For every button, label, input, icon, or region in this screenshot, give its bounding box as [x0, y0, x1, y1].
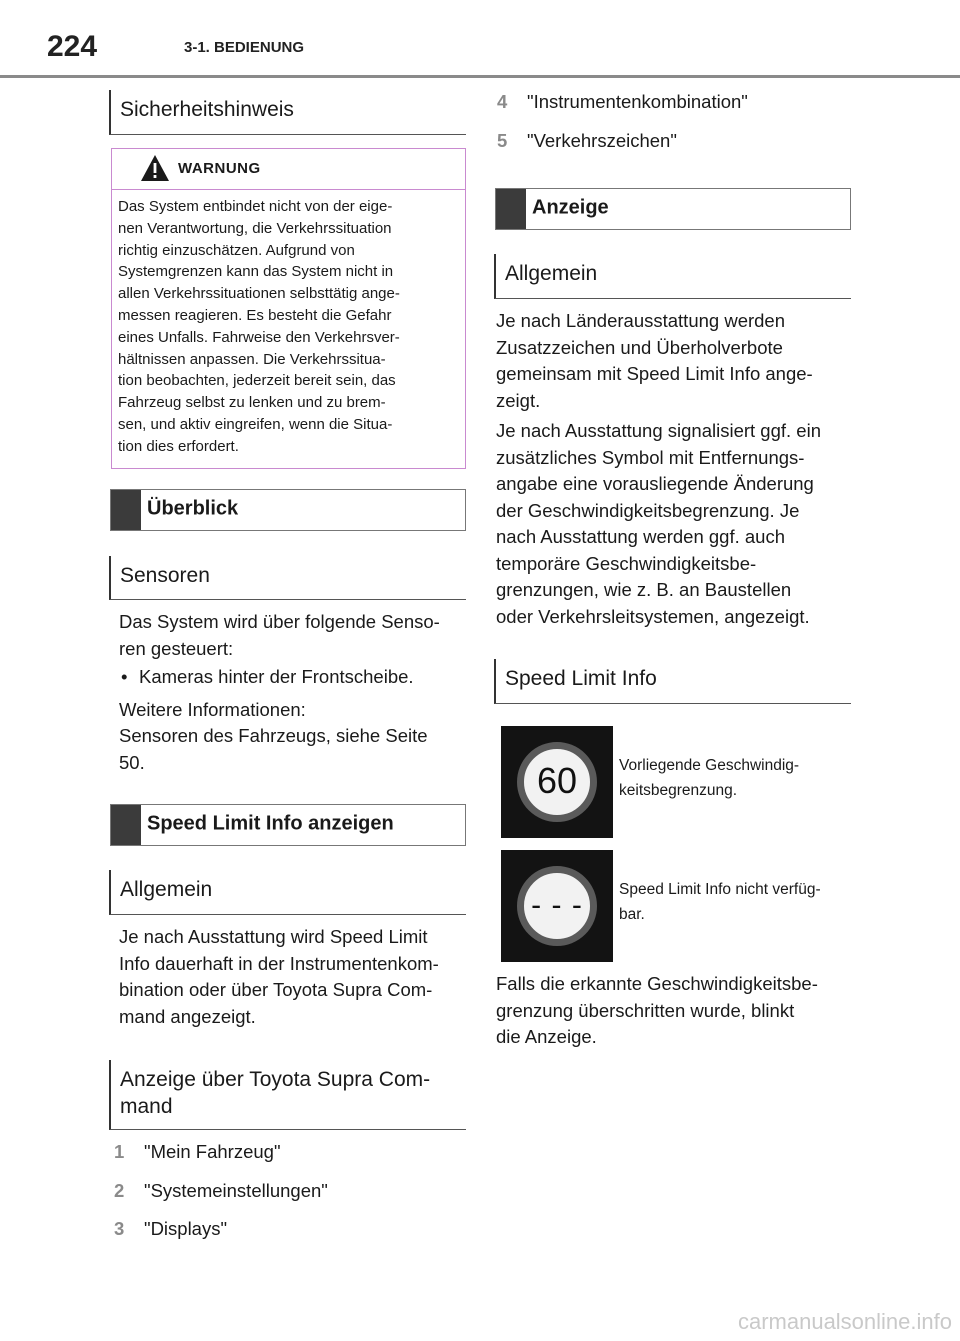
caption-line: bar.: [619, 906, 645, 923]
bullet-text: Kameras hinter der Frontscheibe.: [139, 666, 414, 687]
display-heading-text: Anzeige: [532, 196, 609, 219]
warning-text: [118, 196, 458, 458]
safety-heading-text: Sicherheitshinweis: [120, 98, 294, 121]
text-line: Je nach Ausstattung signalisiert ggf. ein: [496, 420, 821, 441]
command-heading-line: Anzeige über Toyota Supra Com-: [120, 1068, 431, 1091]
text-line: gemeinsam mit Speed Limit Info ange-: [496, 363, 813, 384]
sensors-heading-text: Sensoren: [120, 564, 210, 587]
warning-title-bar: [112, 149, 465, 190]
general-heading-right: [494, 254, 851, 299]
text-line: Falls die erkannte Geschwindigkeitsbe-: [496, 973, 818, 994]
warning-box: [111, 148, 466, 469]
text-line: zeigt.: [496, 389, 541, 411]
text-line: Sensoren des Fahrzeugs, siehe Seite: [119, 725, 428, 746]
warning-label: WARNUNG: [178, 160, 261, 177]
step-number: 3: [114, 1218, 125, 1239]
speed-limit-unavailable-sign: [501, 850, 613, 962]
warning-line: Das System entbindet nicht von der eige-: [118, 198, 393, 215]
warning-triangle-icon: [140, 153, 170, 183]
display-heading: [495, 188, 851, 230]
section-title: 3-1. BEDIENUNG: [184, 39, 305, 56]
general-paragraph: [119, 924, 469, 1030]
text-line: oder Verkehrsleitsystemen, angezeigt.: [496, 605, 810, 627]
command-heading-line: mand: [120, 1095, 173, 1118]
step-number: 2: [114, 1180, 125, 1201]
step-item: [497, 130, 677, 152]
warning-line: tion beobachten, jederzeit bereit sein, das: [118, 372, 396, 390]
sign1-caption: [619, 753, 859, 803]
text-line: Das System wird über folgende Senso-: [119, 611, 440, 632]
text-line: temporäre Geschwindigkeitsbe-: [496, 552, 757, 574]
heading-marker: [496, 189, 526, 229]
overview-heading-text: Überblick: [147, 497, 239, 520]
general-heading-left: [109, 870, 466, 915]
step-text: "Instrumentenkombination": [527, 91, 748, 112]
warning-line: hältnissen anpassen. Die Verkehrssitua-: [118, 350, 386, 368]
warning-line: nen Verantwortung, die Verkehrssituation: [118, 219, 392, 237]
bullet-icon: •: [121, 666, 128, 687]
step-number: 5: [497, 130, 508, 151]
text-line: angabe eine vorausliegende Änderung: [496, 473, 814, 494]
step-number: 1: [114, 1141, 125, 1162]
sensors-bullet: [119, 664, 469, 691]
step-item: [114, 1141, 281, 1163]
show-heading: [110, 804, 466, 846]
sli-heading-text: Speed Limit Info: [505, 667, 657, 690]
text-line: nach Ausstattung werden ggf. auch: [496, 526, 786, 547]
text-line: grenzung überschritten wurde, blinkt: [496, 999, 795, 1021]
step-number: 4: [497, 91, 508, 112]
sign2-caption: [619, 877, 859, 927]
warning-line: richtig einzuschätzen. Aufgrund von: [118, 241, 355, 259]
speed-value: 60: [536, 760, 578, 802]
warning-line: eines Unfalls. Fahrweise den Verkehrsver-: [118, 328, 400, 346]
warning-line: messen reagieren. Es besteht die Gefahr: [118, 306, 392, 324]
text-line: Je nach Ausstattung wird Speed Limit: [119, 926, 428, 947]
warning-line: tion dies erfordert.: [118, 437, 239, 455]
warning-line: allen Verkehrssituationen selbsttätig ange-: [118, 285, 400, 303]
sensors-heading: [109, 556, 466, 600]
text-line: Weitere Informationen:: [119, 698, 306, 720]
sli-heading: [494, 659, 851, 704]
caption-line: Speed Limit Info nicht verfüg-: [619, 881, 821, 898]
text-line: die Anzeige.: [496, 1026, 597, 1047]
heading-marker: [111, 805, 141, 845]
speed-sign-circle: [517, 742, 597, 822]
step-item: [114, 1218, 227, 1240]
step-text: "Displays": [144, 1218, 228, 1239]
speed-limit-60-sign: [501, 726, 613, 838]
text-line: ren gesteuert:: [119, 637, 234, 659]
watermark: carmanualsonline.info: [737, 1309, 952, 1334]
warning-line: sen, und aktiv eingreifen, wenn die Situa-: [118, 415, 393, 433]
page-number: 224: [47, 30, 98, 63]
warning-line: Fahrzeug selbst zu lenken und zu brem-: [118, 394, 386, 412]
text-line: Je nach Länderausstattung werden: [496, 310, 786, 331]
header-divider: [0, 75, 960, 78]
text-line: Info dauerhaft in der Instrumentenkom-: [119, 952, 439, 974]
caption-line: keitsbegrenzung.: [619, 782, 738, 799]
text-line: der Geschwindigkeitsbegrenzung. Je: [496, 499, 800, 521]
text-line: grenzungen, wie z. B. an Baustellen: [496, 579, 792, 600]
step-text: "Systemeinstellungen": [144, 1180, 328, 1201]
overview-heading: [110, 489, 466, 531]
show-heading-text: Speed Limit Info anzeigen: [147, 812, 394, 835]
exceeded-paragraph: [496, 971, 856, 1051]
heading-marker: [111, 490, 141, 530]
sensors-paragraph: [119, 609, 469, 776]
step-item: [497, 91, 748, 113]
command-heading: [109, 1060, 466, 1130]
text-line: mand angezeigt.: [119, 1005, 256, 1027]
step-text: "Mein Fahrzeug": [144, 1141, 281, 1162]
warning-line: Systemgrenzen kann das System nicht in: [118, 263, 394, 281]
general-heading-text: Allgemein: [505, 262, 598, 285]
general-heading-text: Allgemein: [120, 878, 213, 901]
text-line: zusätzliches Symbol mit Entfernungs-: [496, 446, 805, 468]
text-line: bination oder über Toyota Supra Com-: [119, 979, 433, 1000]
safety-heading: [109, 90, 466, 135]
equipment-paragraph: [496, 418, 856, 630]
text-line: 50.: [119, 751, 145, 773]
country-paragraph: [496, 308, 856, 414]
speed-sign-circle: [517, 866, 597, 946]
step-text: "Verkehrszeichen": [527, 130, 677, 151]
speed-value: - - -: [531, 888, 583, 922]
step-item: [114, 1180, 328, 1202]
caption-line: Vorliegende Geschwindig-: [619, 757, 800, 774]
text-line: Zusatzzeichen und Überholverbote: [496, 336, 783, 358]
